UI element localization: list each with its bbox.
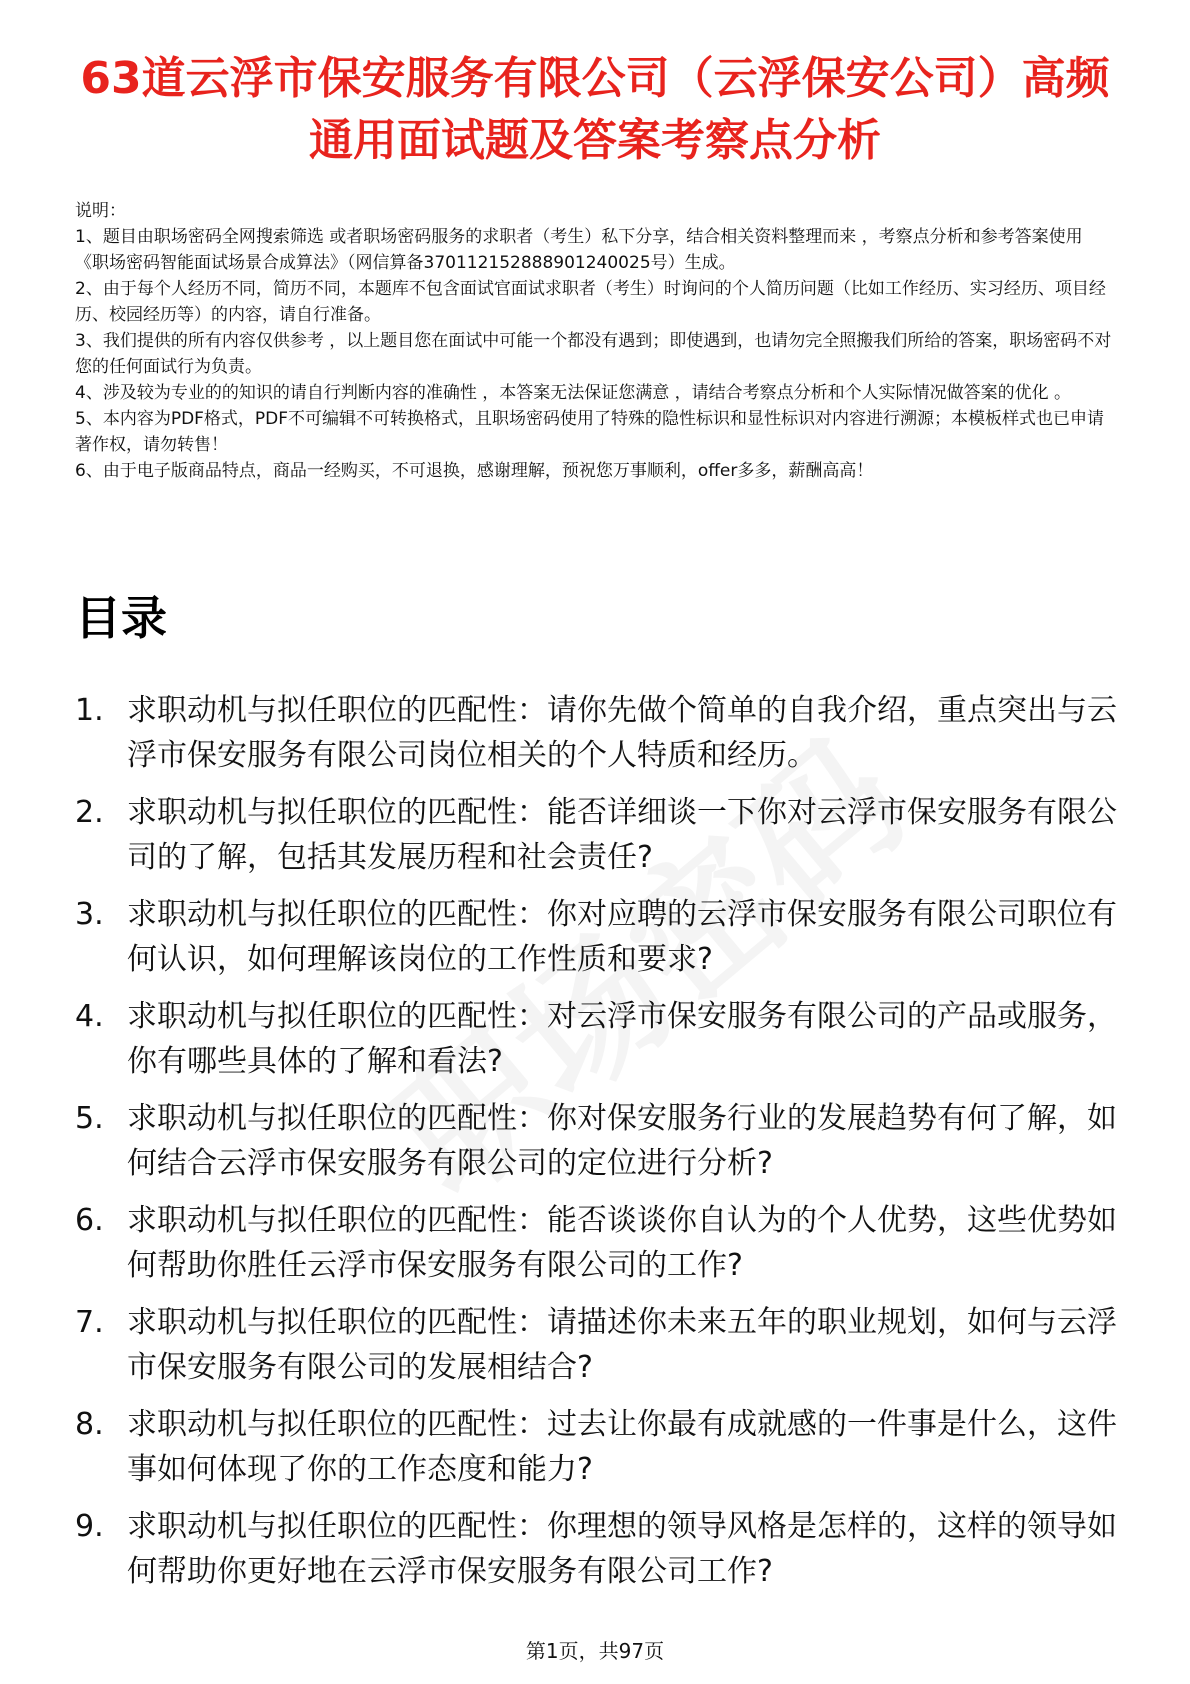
note-item: 5、本内容为PDF格式，PDF不可编辑不可转换格式，且职场密码使用了特殊的隐性标识和显性标识对内容进行溯源；本模板样式也已申请著作权，请勿转售！ <box>75 409 1105 455</box>
toc-item[interactable] <box>75 1504 1120 1594</box>
toc-item-text: 求职动机与拟任职位的匹配性：请描述你未来五年的职业规划，如何与云浮市保安服务有限公司的发展相结合? <box>127 1305 1117 1385</box>
toc-item-text: 求职动机与拟任职位的匹配性：你对保安服务行业的发展趋势有何了解，如何结合云浮市保安服务有限公司的定位进行分析? <box>127 1101 1117 1181</box>
toc-item[interactable] <box>75 1096 1120 1186</box>
toc-item-number: 2. <box>75 795 104 830</box>
toc-item[interactable] <box>75 790 1120 880</box>
toc-item-number: 4. <box>75 999 104 1034</box>
page-footer: 第1页，共97页 <box>525 1639 665 1663</box>
toc-item-text: 求职动机与拟任职位的匹配性：能否详细谈一下你对云浮市保安服务有限公司的了解，包括其发展历程和社会责任? <box>127 795 1117 875</box>
toc-item-text: 求职动机与拟任职位的匹配性：你对应聘的云浮市保安服务有限公司职位有何认识，如何理解该岗位的工作性质和要求? <box>127 897 1117 977</box>
toc-item[interactable] <box>75 1402 1120 1492</box>
toc-item-number: 5. <box>75 1101 104 1136</box>
note-item: 4、涉及较为专业的的知识的请自行判断内容的准确性 ，本答案无法保证您满意 ，请结合考察点分析和个人实际情况做答案的优化 。 <box>75 383 1072 403</box>
toc-item-number: 7. <box>75 1305 104 1340</box>
toc-item[interactable] <box>75 1300 1120 1390</box>
toc-item[interactable] <box>75 892 1120 982</box>
note-item: 6、由于电子版商品特点，商品一经购买，不可退换，感谢理解，预祝您万事顺利，offer多多，薪酬高高！ <box>75 461 874 481</box>
toc-item[interactable] <box>75 1198 1120 1288</box>
toc-list <box>75 688 1120 1606</box>
toc-item-text: 求职动机与拟任职位的匹配性：对云浮市保安服务有限公司的产品或服务，你有哪些具体的了解和看法? <box>127 999 1117 1079</box>
toc-item-text: 求职动机与拟任职位的匹配性：过去让你最有成就感的一件事是什么，这件事如何体现了你的工作态度和能力? <box>127 1407 1117 1487</box>
page-title: 63道云浮市保安服务有限公司（云浮保安公司）高频通用面试题及答案考察点分析 <box>80 53 1110 166</box>
note-item: 1、题目由职场密码全网搜索筛选 或者职场密码服务的求职者（考生）私下分享，结合相关资料整理而来 ，考察点分析和参考答案使用《职场密码智能面试场景合成算法》（网信算备370112152888901240025号）生成。 <box>75 227 1083 273</box>
toc-item[interactable] <box>75 688 1120 778</box>
toc-item[interactable] <box>75 994 1120 1084</box>
toc-item-number: 9. <box>75 1509 104 1544</box>
toc-item-number: 1. <box>75 693 104 728</box>
toc-item-text: 求职动机与拟任职位的匹配性：能否谈谈你自认为的个人优势，这些优势如何帮助你胜任云浮市保安服务有限公司的工作? <box>127 1203 1117 1283</box>
notes-section <box>75 198 1115 484</box>
toc-heading: 目录 <box>75 591 167 645</box>
note-item: 3、我们提供的所有内容仅供参考 ，以上题目您在面试中可能一个都没有遇到；即使遇到，也请勿完全照搬我们所给的答案，职场密码不对您的任何面试行为负责。 <box>75 331 1112 377</box>
toc-item-number: 3. <box>75 897 104 932</box>
toc-item-text: 求职动机与拟任职位的匹配性：请你先做个简单的自我介绍，重点突出与云浮市保安服务有限公司岗位相关的个人特质和经历。 <box>127 693 1117 773</box>
toc-item-text: 求职动机与拟任职位的匹配性：你理想的领导风格是怎样的，这样的领导如何帮助你更好地在云浮市保安服务有限公司工作? <box>127 1509 1117 1589</box>
toc-item-number: 6. <box>75 1203 104 1238</box>
toc-item-number: 8. <box>75 1407 104 1442</box>
notes-heading: 说明： <box>75 201 126 221</box>
note-item: 2、由于每个人经历不同，简历不同，本题库不包含面试官面试求职者（考生）时询问的个人简历问题（比如工作经历、实习经历、项目经历、校园经历等）的内容，请自行准备。 <box>75 279 1106 325</box>
